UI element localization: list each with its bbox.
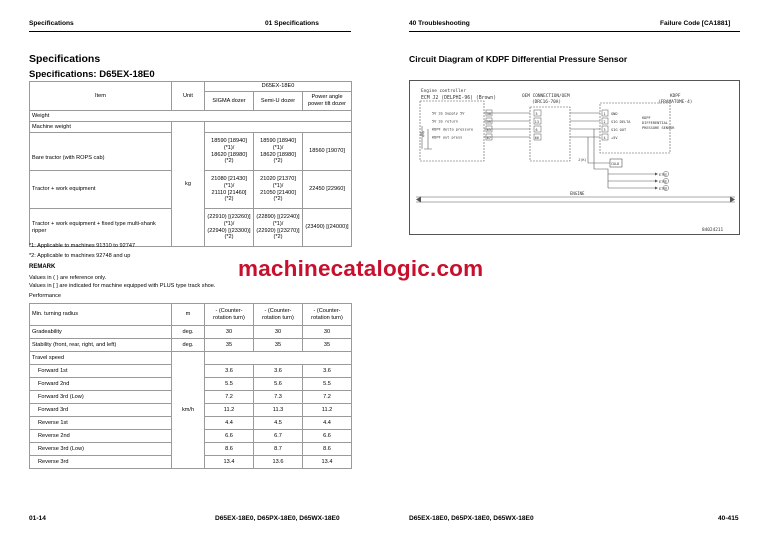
turning-unit: m [172,304,205,326]
cold-label: COLD [611,162,620,166]
kdpf-pin-number: 2 [603,119,606,124]
cell-value: 6.6 [303,430,352,443]
row-item: Forward 3rd (Low) [30,391,172,404]
head-item: Item [30,82,172,111]
cell-value: 4.4 [205,417,254,430]
watermark: machinecatalogic.com [238,256,484,281]
cell-value: 5.5 [205,378,254,391]
cell-value: 8.7 [254,443,303,456]
kdpf-desc: PRESSURE SENSOR [642,126,675,130]
cell-value: 7.3 [254,391,303,404]
left-footer-models: D65EX-18E0, D65PX-18E0, D65WX-18E0 [215,515,340,522]
arrow-left [416,197,421,203]
row-weight: Weight [30,111,352,122]
ground-symbol [424,129,432,149]
cell-value: 6.6 [205,430,254,443]
kdpf-desc: DIFFERENTIAL [642,121,668,125]
kdpf-pin-number: 3 [603,127,606,132]
oem-pin-number: 13 [534,119,539,124]
subsection-title: Specifications: D65EX-18E0 [29,69,155,80]
cell-value: 3.6 [254,365,303,378]
cell-value: 11.2 [205,404,254,417]
cell-value: 18620 [18980] (*2) [211,151,247,165]
ecm-pin-label: KDPF out press [432,135,463,140]
cell-value: 5.6 [254,378,303,391]
cell-value: 7.2 [205,391,254,404]
cell-value: - (Counter-rotation turn) [254,304,303,326]
cell-value: 35 [303,339,352,352]
cell-value: 11.3 [254,404,303,417]
engine-controller-label: Engine controller [421,89,466,94]
branch-number: 3 [665,186,667,191]
kdpf-label: KDPF [670,94,681,99]
kdpf-sublabel: (FRAMATOME-4) [658,100,693,105]
right-page [384,0,768,543]
head-unit: Unit [172,82,205,111]
remark-line-2: Values in [ ] are indicated for machine equipped with PLUS type track shoe. [29,283,216,289]
cell-value: 8.6 [303,443,352,456]
cell-value: 18590 [18940] (*1)/ [211,137,247,151]
stability-unit: deg. [172,339,205,352]
kdpf-desc: KDPF [642,116,651,120]
row-item: Forward 2nd [30,378,172,391]
footnote-1: *1: Applicable to machines 91310 to 92747 [29,243,136,249]
cell-value: 8.6 [205,443,254,456]
gradeability-unit: deg. [172,326,205,339]
kdpf-pin-number: 1 [603,111,606,116]
cell-value: 21080 [21430] (*1)/ [211,175,247,189]
cell-value: 21020 [21370] (*1)/ [260,175,296,189]
performance-label: Performance [29,293,62,299]
kdpf-pin-number: 4 [603,135,606,140]
performance-table [29,303,352,469]
left-header-title: Specifications [29,20,74,27]
oem-sublabel: (DRC16-70A) [532,100,562,105]
branch-number: 1 [665,172,667,177]
section-title: Specifications [29,53,101,65]
oem-label: OEM CONNECTION/OEM [522,94,570,99]
circuit-title: Circuit Diagram of KDPF Differential Pressure Sensor [409,54,628,64]
cell-value: 22450 [22960] [303,171,352,209]
cell-value: 5.5 [303,378,352,391]
right-header-rule [409,31,740,32]
kdpf-pin-label: SIG OUT [611,128,627,132]
unit-kg: kg [172,122,205,247]
head-semi-u-dozer: Semi-U dozer [254,92,303,111]
left-header-chapter: 01 Specifications [265,20,319,27]
cell-value: 4.4 [303,417,352,430]
travel-speed-label: Travel speed [30,352,172,365]
cell-value: 7.2 [303,391,352,404]
left-footer-page-number: 01-14 [29,515,46,522]
weight-spec-table [29,81,352,247]
cell-value: (22910) [(23260)](*1)/ [207,213,251,227]
arrow-branch [655,180,658,183]
cell-value: 30 [303,326,352,339]
cell-value: (22940) [(23300)](*2) [207,227,251,241]
cell-value: 18590 [18940] (*1)/ [260,137,296,151]
remark-line-1: Values in ( ) are reference only. [29,275,107,281]
cell-value: 18560 [19070] [303,133,352,171]
oem-pin-number: 66 [534,135,539,140]
circuit-svg [410,81,741,236]
row-item: Reverse 3rd [30,456,172,469]
row-item: Tractor + work equipment + fixed type multi-shank ripper [30,209,172,247]
row-item: Reverse 1st [30,417,172,430]
cell-value: 35 [205,339,254,352]
cell-value: 4.5 [254,417,303,430]
arrow-branch [655,173,658,176]
head-sigma-dozer: SIGMA dozer [205,92,254,111]
stability-item: Stability (front, rear, right, and left) [30,339,172,352]
row-machine-weight: Machine weight [30,122,172,133]
ecm-label: ECM J2 (DELPHI-96) (Brown) [421,96,497,101]
remark-title: REMARK [29,264,56,270]
oem-pin-number: 5 [535,111,538,116]
cell-value: (23490) [(24000)] [303,209,352,247]
row-item: Reverse 2nd [30,430,172,443]
turning-item: Min. turning radius [30,304,172,326]
cell-value: 30 [254,326,303,339]
ecm-pin-number: 39 [486,119,491,124]
engine-label: ENGINE [570,191,585,196]
cell-value: 13.4 [303,456,352,469]
ecm-pin-number: 38 [486,111,491,116]
right-header-chapter: 40 Troubleshooting [409,20,470,27]
cell-value: 11.2 [303,404,352,417]
gradeability-item: Gradeability [30,326,172,339]
oem-pin-number: 6 [535,127,538,132]
right-header-failure-code: Failure Code [CA1881] [660,20,731,27]
cell-value: 3.6 [205,365,254,378]
cell-value: 35 [254,339,303,352]
junction-label: J(K) [578,158,587,162]
kdpf-pin-label: +5V [611,136,618,140]
circuit-diagram [409,80,740,235]
row-item: Bare tractor (with ROPS cab) [30,133,172,171]
cell-value: 13.4 [205,456,254,469]
resistor-symbol [420,126,424,149]
branch-label: E79 [659,173,666,177]
kdpf-pin-label: SIG DELTA [611,120,631,124]
cell-value: 6.7 [254,430,303,443]
head-power-angle-dozer: Power angle power tilt dozer [303,92,352,111]
ecm-pin-label: KDPF delta pressure [432,127,474,132]
head-model: D65EX-18E0 [205,82,352,92]
branch-number: 2 [665,179,667,184]
cell-value: (22920) [(23270)](*2) [256,227,300,241]
row-item: Forward 1st [30,365,172,378]
kdpf-pin-label: GND [611,112,618,116]
branch-label: E79 [659,180,666,184]
ecm-pin-label: 5V SS Supply 5V [432,111,465,116]
cell-value: 18620 [18980] (*2) [260,151,296,165]
row-item: Reverse 3rd (Low) [30,443,172,456]
ecm-pin-number: 65 [486,127,491,132]
right-footer-page-number: 40-415 [718,515,739,522]
cell-value: 30 [205,326,254,339]
arrow-right [730,197,735,203]
cell-value: 21110 [21460] (*2) [211,189,247,203]
wire [588,137,610,163]
footnote-2: *2: Applicable to machines 92748 and up [29,253,131,259]
row-item: Tractor + work equipment [30,171,172,209]
diagram-code: 84024211 [702,228,724,233]
cell-value: 13.6 [254,456,303,469]
cell-value: (22890) [(22240)](*1)/ [256,213,300,227]
speed-unit: km/h [172,352,205,469]
branch-label: E79 [659,187,666,191]
cell-value: 3.6 [303,365,352,378]
arrow-branch [655,187,658,190]
ecm-pin-number: 67 [486,135,491,140]
cell-value: - (Counter-rotation turn) [205,304,254,326]
cell-value: 21050 [21400] (*2) [260,189,296,203]
right-footer-models: D65EX-18E0, D65PX-18E0, D65WX-18E0 [409,515,534,522]
cell-value: - (Counter-rotation turn) [303,304,352,326]
ecm-pin-label: 5V SS return [432,119,458,124]
left-header-rule [29,31,351,32]
row-item: Forward 3rd [30,404,172,417]
